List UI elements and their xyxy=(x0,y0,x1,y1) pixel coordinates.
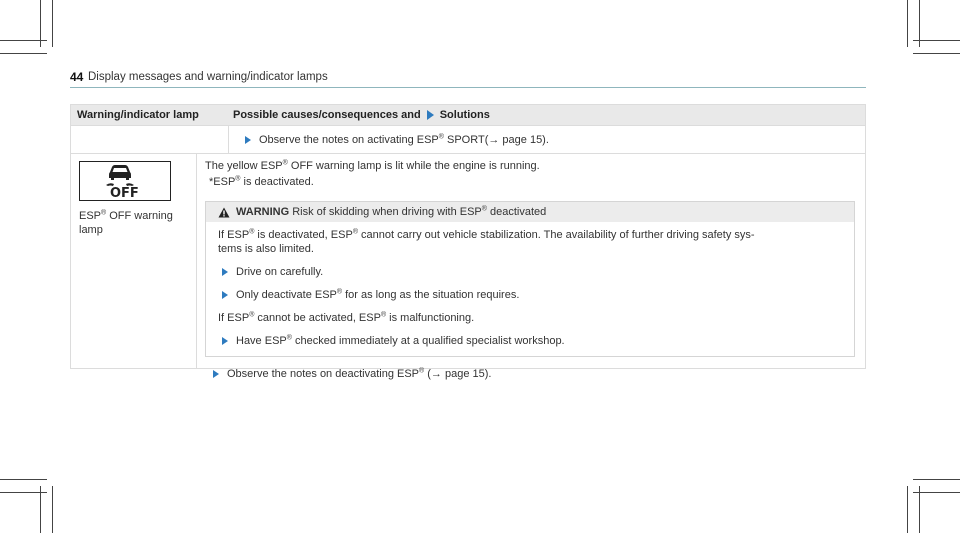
column-header-causes xyxy=(229,109,865,121)
step-arrow-icon xyxy=(213,370,219,378)
crop-mark xyxy=(913,492,960,493)
warning-body xyxy=(206,222,854,356)
column-header-solutions-label: Solutions xyxy=(439,109,490,121)
step-item xyxy=(218,288,844,302)
crop-mark xyxy=(0,479,47,480)
esp-off-icon-frame xyxy=(79,161,171,201)
table-cell-empty xyxy=(71,126,229,153)
table-cell-lamp xyxy=(71,154,197,368)
crop-mark xyxy=(40,486,41,533)
column-header-causes-label: Possible causes/consequences and xyxy=(233,109,421,121)
lamp-label: ESP® OFF warning lamp xyxy=(79,209,173,236)
crop-mark xyxy=(913,40,960,41)
crop-mark xyxy=(0,40,47,41)
table-header xyxy=(71,105,865,125)
step-item xyxy=(218,265,844,279)
step-arrow-icon xyxy=(222,337,228,345)
warning-box xyxy=(205,201,855,357)
column-header-lamp: Warning/indicator lamp xyxy=(77,109,199,121)
table-cell xyxy=(229,126,865,153)
svg-text:OFF: OFF xyxy=(110,186,139,200)
cause-text: *ESP® is deactivated. xyxy=(209,175,314,188)
step-item xyxy=(245,133,549,147)
crop-mark xyxy=(913,479,960,480)
table-row xyxy=(71,125,865,153)
crop-mark xyxy=(52,486,53,533)
step-text: Drive on carefully. xyxy=(236,266,324,278)
lamp-table xyxy=(70,104,866,380)
step-text: Observe the notes on deactivating ESP® (→ page 15). xyxy=(227,367,492,380)
step-text: Observe the notes on activating ESP® SPORT(→ page 15). xyxy=(259,132,549,146)
page-number: 44 xyxy=(70,70,84,84)
step-text: Only deactivate ESP® for as long as the situation requires. xyxy=(236,288,520,301)
header-rule xyxy=(70,87,866,88)
step-item xyxy=(218,334,844,348)
crop-mark xyxy=(907,486,908,533)
table-cell-description xyxy=(197,154,865,380)
arrow-right-icon xyxy=(427,110,434,120)
step-arrow-icon xyxy=(245,136,251,144)
crop-mark xyxy=(52,0,53,47)
crop-mark xyxy=(0,492,47,493)
warning-title: WARNING Risk of skidding when driving with ESP® deactivated xyxy=(236,205,547,218)
step-arrow-icon xyxy=(222,291,228,299)
crop-mark xyxy=(919,486,920,533)
esp-off-icon xyxy=(80,162,170,200)
crop-mark xyxy=(0,53,47,54)
table-row xyxy=(71,153,865,380)
warning-paragraph: If ESP® is deactivated, ESP® cannot carry out vehicle stabilization. The availability of further driving safety sys- tems is also limited. xyxy=(218,228,755,255)
crop-mark xyxy=(907,0,908,47)
page-title: Display messages and warning/indicator lamps xyxy=(88,71,328,83)
step-arrow-icon xyxy=(222,268,228,276)
warning-heading xyxy=(206,202,854,222)
warning-triangle-icon xyxy=(218,207,230,218)
lamp-description: The yellow ESP® OFF warning lamp is lit while the engine is running. xyxy=(205,159,540,172)
step-item xyxy=(205,367,855,381)
step-text: Have ESP® checked immediately at a qualified specialist workshop. xyxy=(236,334,565,347)
warning-paragraph: If ESP® cannot be activated, ESP® is malfunctioning. xyxy=(218,311,475,324)
crop-mark xyxy=(913,53,960,54)
